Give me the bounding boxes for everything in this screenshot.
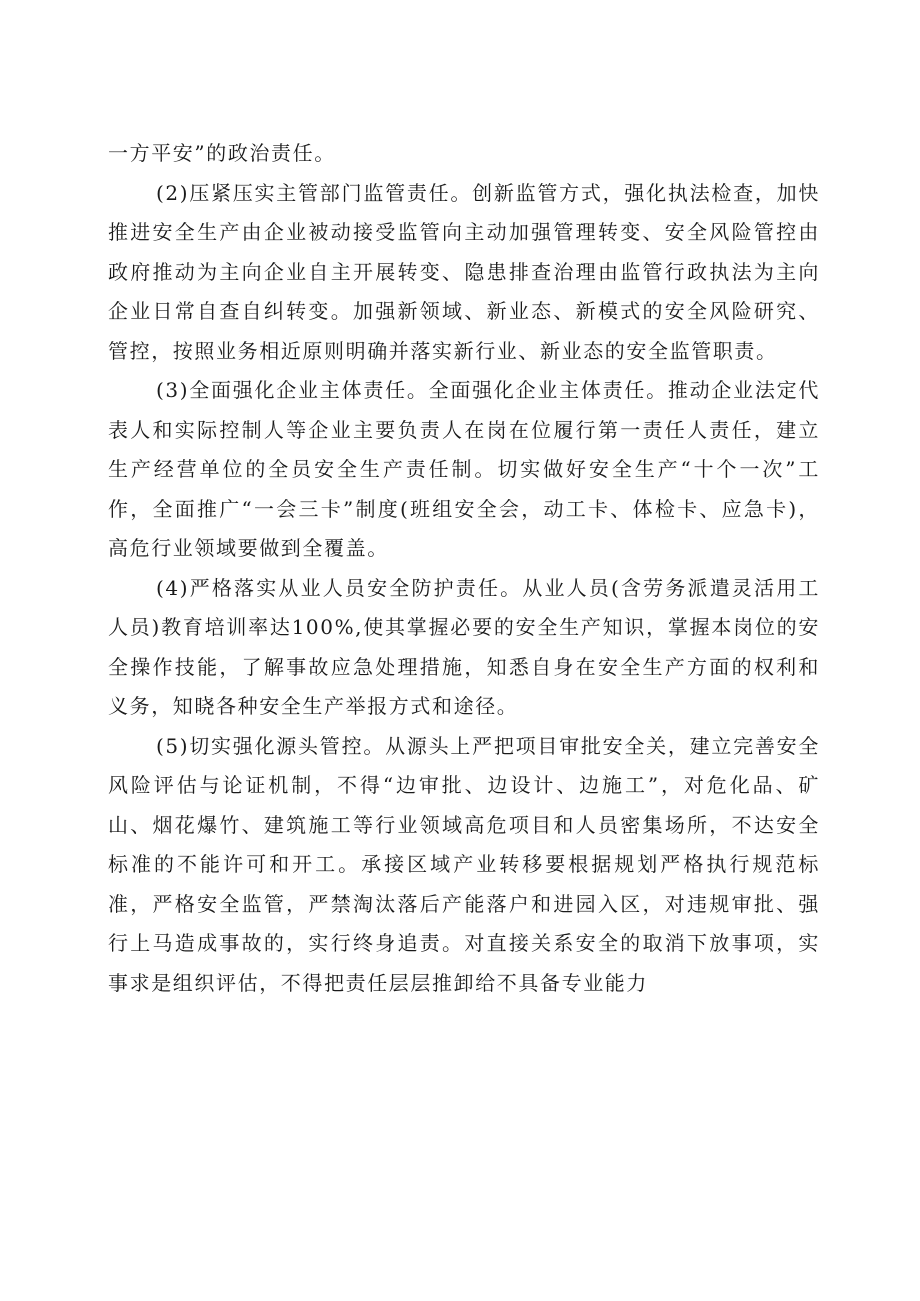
paragraph-continuation: 一方平安”的政治责任。 xyxy=(108,141,336,165)
paragraph-item-2: (2)压紧压实主管部门监管责任。创新监管方式，强化执法检查，加快推进安全生产由企业被动接受监管向主动加强管理转变、安全风险管控由政府推动为主向企业自主开展转变、隐患排查治理由监管行政执法为主向企业日常自查自纠转变。加强新领域、新业态、新模式的安全风险研究、管控，按照业务相近原则明确并落实新行业、新业态的安全监管职责。 xyxy=(108,180,820,363)
paragraph-item-4: (4)严格落实从业人员安全防护责任。从业人员(含劳务派遣灵活用工人员)教育培训率达100%,使其掌握必要的安全生产知识，掌握本岗位的安全操作技能，了解事故应急处理措施，知悉自身在安全生产方面的权利和义务，知晓各种安全生产举报方式和途径。 xyxy=(108,575,820,718)
document-body xyxy=(108,134,820,1003)
paragraph-item-5: (5)切实强化源头管控。从源头上严把项目审批安全关，建立完善安全风险评估与论证机制，不得“边审批、边设计、边施工”，对危化品、矿山、烟花爆竹、建筑施工等行业领域高危项目和人员密集场所，不达安全标准的不能许可和开工。承接区域产业转移要根据规划严格执行规范标准，严格安全监管，严禁淘汰落后产能落户和进园入区，对违规审批、强行上马造成事故的，实行终身追责。对直接关系安全的取消下放事项，实事求是组织评估，不得把责任层层推卸给不具备专业能力 xyxy=(108,733,820,995)
paragraph-item-3: (3)全面强化企业主体责任。全面强化企业主体责任。推动企业法定代表人和实际控制人等企业主要负责人在岗在位履行第一责任人责任，建立生产经营单位的全员安全生产责任制。切实做好安全生产“十个一次”工作，全面推广“一会三卡”制度(班组安全会，动工卡、体检卡、应急卡)，高危行业领域要做到全覆盖。 xyxy=(108,378,820,560)
